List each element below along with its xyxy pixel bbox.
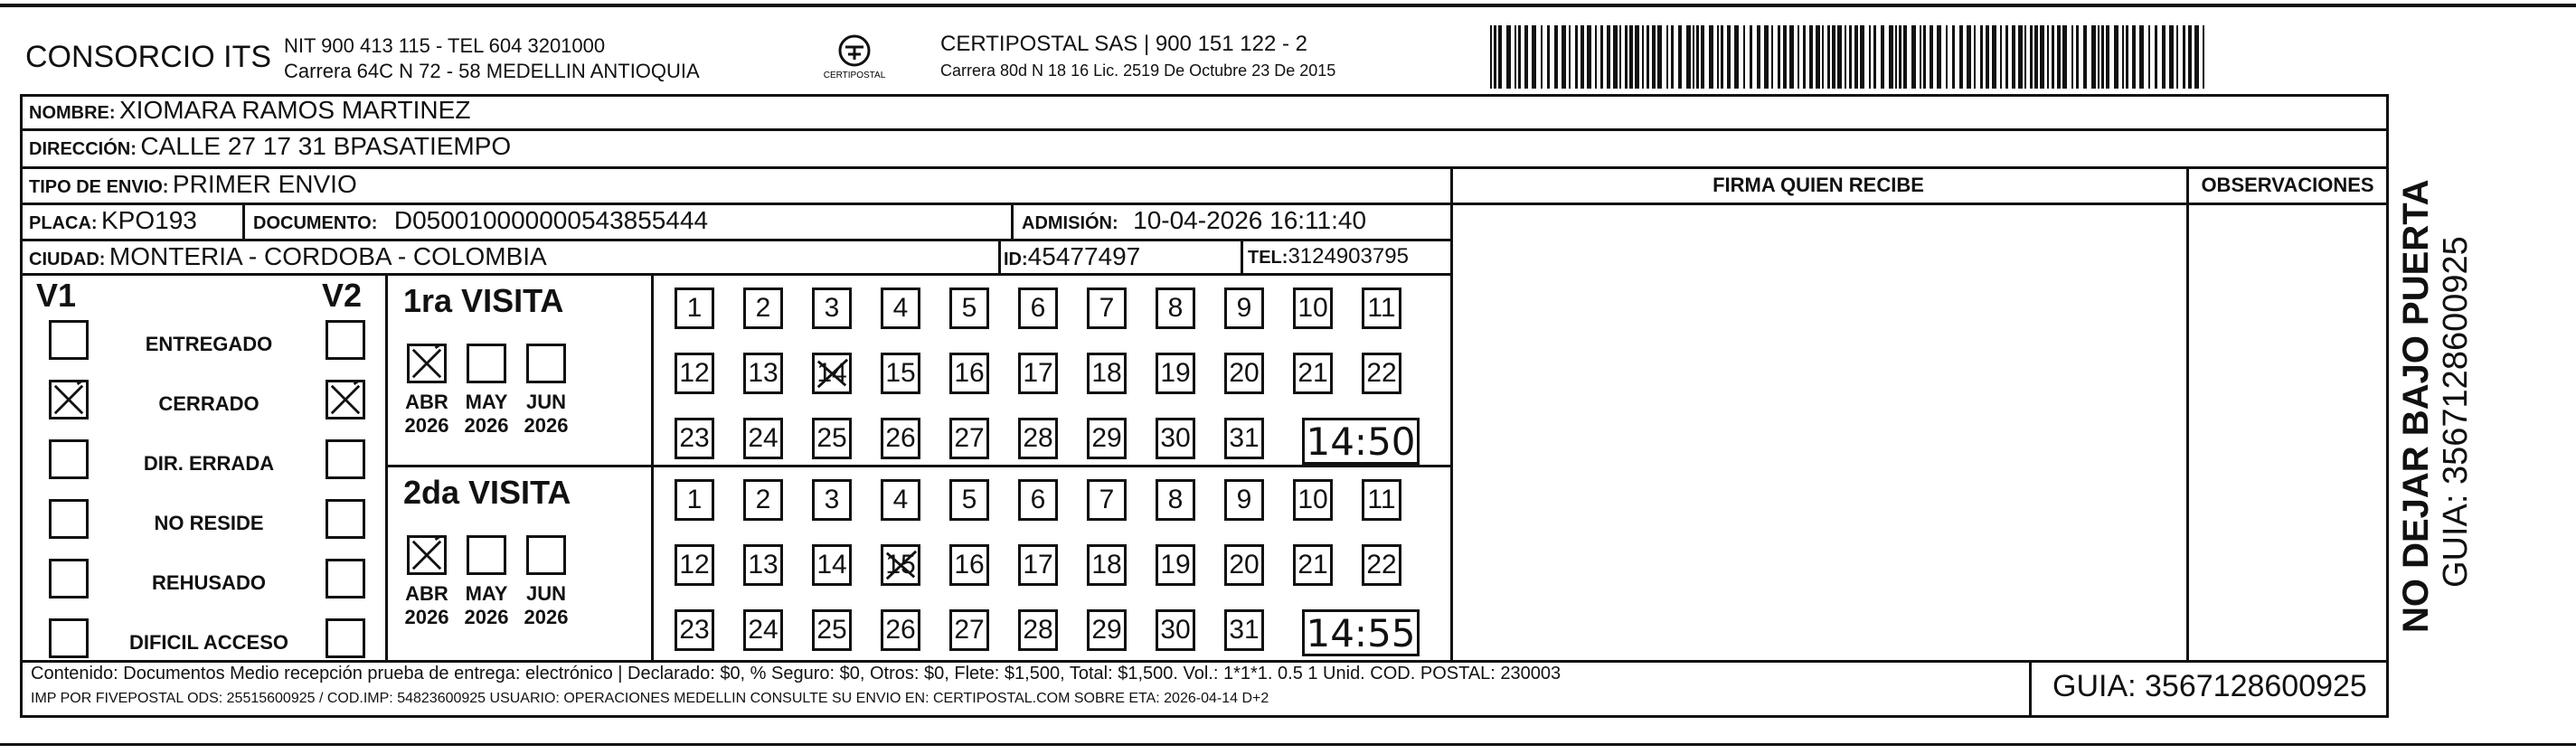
day-cell[interactable] [1293, 287, 1333, 329]
day-cell[interactable] [881, 418, 920, 459]
day-number: 23 [679, 615, 710, 645]
status-label: ENTREGADO [145, 333, 273, 355]
day-number: 25 [816, 423, 847, 453]
imp-text: IMP POR FIVEPOSTAL ODS: 25515600925 / COD.IMP: 54823600925 USUARIO: OPERACIONES MEDELLIN CONSULTE SU ENVIO EN: CERTIPOSTAL.COM SOBRE ETA: 2026-04-14 D+2 [31, 691, 1269, 706]
tel-label: TEL: [1248, 248, 1288, 268]
month-checkbox[interactable] [526, 535, 566, 575]
day-number: 6 [1030, 293, 1046, 323]
day-cell[interactable] [949, 479, 989, 521]
status-row [20, 559, 385, 604]
id-row [1004, 242, 1140, 271]
day-number: 16 [954, 358, 985, 388]
ciudad-value: MONTERIA - CORDOBA - COLOMBIA [109, 242, 547, 270]
day-number: 29 [1091, 423, 1122, 453]
day-cell[interactable] [881, 479, 920, 521]
day-cell[interactable] [675, 287, 714, 329]
day-number: 26 [885, 423, 916, 453]
day-number: 7 [1099, 293, 1115, 323]
contenido-text: Contenido: Documentos Medio recepción prueba de entrega: electrónico | Declarado: $0, % Seguro: $0, Otros: $0, Flete: $1,500, Total: $1,500. Vol.: 1*1*1. 0.5 1 Unid. COD. POSTAL: 230003 [31, 664, 1562, 683]
day-number: 10 [1297, 485, 1328, 514]
status-label: DIR. ERRADA [143, 452, 275, 475]
placa-row [29, 206, 197, 235]
certipostal-logo [814, 33, 895, 87]
month-label: JUN [525, 582, 566, 605]
day-cell[interactable] [1224, 479, 1264, 521]
day-cell[interactable] [1362, 353, 1401, 394]
day-cell[interactable] [1224, 609, 1264, 651]
day-cross-icon [883, 547, 918, 583]
month-label: MAY [465, 391, 508, 413]
v1-checkbox[interactable] [49, 559, 89, 598]
day-number: 29 [1091, 615, 1122, 645]
status-row [20, 499, 385, 544]
day-cell[interactable] [1224, 418, 1264, 459]
month-checkbox[interactable] [467, 535, 506, 575]
day-cell[interactable] [1293, 544, 1333, 586]
nombre-value: XIOMARA RAMOS MARTINEZ [119, 96, 471, 124]
day-cell[interactable] [881, 544, 920, 586]
day-number: 9 [1236, 293, 1252, 323]
month-checkbox[interactable] [526, 344, 566, 383]
col-divider [2186, 166, 2189, 660]
day-number: 24 [748, 615, 778, 645]
ciudad-row [29, 242, 547, 271]
documento-label: DOCUMENTO: [253, 213, 378, 233]
day-cell[interactable] [675, 609, 714, 651]
id-value: 45477497 [1027, 242, 1141, 270]
footer-guia: GUIA: 3567128600925 [2052, 669, 2367, 703]
carrier-license: Carrera 80d N 18 16 Lic. 2519 De Octubre 23 De 2015 [940, 61, 1336, 80]
day-cell[interactable] [1087, 353, 1127, 394]
day-cell[interactable] [1018, 287, 1058, 329]
day-number: 4 [892, 293, 909, 323]
day-number: 3 [824, 485, 840, 514]
visit-time: 14:55 [1302, 609, 1420, 656]
day-number: 24 [748, 423, 778, 453]
day-number: 31 [1229, 423, 1260, 453]
day-number: 11 [1367, 485, 1396, 514]
side-guia: GUIA: 3567128600925 [2437, 236, 2475, 588]
day-number: 15 [885, 358, 916, 388]
tipo-value: PRIMER ENVIO [172, 170, 357, 198]
status-area [20, 273, 385, 660]
firma-label: FIRMA QUIEN RECIBE [1713, 174, 1924, 196]
tel-value: 3124903795 [1288, 244, 1409, 269]
visit-title: 2da VISITA [403, 474, 571, 511]
ciudad-label: CIUDAD: [29, 250, 106, 269]
day-number: 19 [1160, 358, 1191, 388]
day-number: 22 [1366, 358, 1397, 388]
day-cell[interactable] [1156, 418, 1195, 459]
v2-checkbox[interactable] [326, 320, 365, 360]
col-divider [1011, 203, 1014, 239]
day-number: 4 [892, 485, 909, 514]
day-number: 28 [1023, 615, 1053, 645]
company-name: CONSORCIO ITS [25, 40, 272, 74]
day-cell[interactable] [812, 418, 852, 459]
day-cell[interactable] [1018, 544, 1058, 586]
v1-checkbox[interactable] [49, 618, 89, 658]
day-number: 3 [824, 293, 840, 323]
month-label: ABR [405, 582, 448, 605]
day-cell[interactable] [1224, 544, 1264, 586]
status-row [20, 380, 385, 425]
day-number: 21 [1297, 550, 1328, 580]
v1-checkbox[interactable] [49, 320, 89, 360]
placa-label: PLACA: [29, 213, 98, 233]
day-cell[interactable] [949, 609, 989, 651]
day-number: 18 [1091, 358, 1122, 388]
admision-label: ADMISIÓN: [1022, 213, 1118, 233]
v2-checkbox[interactable] [326, 499, 365, 539]
admision-value: 10-04-2026 16:11:40 [1133, 206, 1367, 234]
row-divider [20, 128, 2389, 131]
barcode-graphic [1490, 25, 2213, 89]
day-number: 22 [1366, 550, 1397, 580]
day-cell[interactable] [675, 418, 714, 459]
day-number: 1 [686, 485, 703, 514]
v2-checkbox[interactable] [326, 618, 365, 658]
direccion-label: DIRECCIÓN: [29, 139, 137, 159]
day-cell[interactable] [1087, 479, 1127, 521]
day-number: 17 [1023, 550, 1053, 580]
row-divider [20, 166, 2389, 169]
day-cell[interactable] [1018, 609, 1058, 651]
v2-label: V2 [322, 277, 363, 314]
day-number: 20 [1229, 358, 1260, 388]
day-cell[interactable] [1362, 287, 1401, 329]
day-cell[interactable] [675, 353, 714, 394]
day-number: 18 [1091, 550, 1122, 580]
day-cell[interactable] [675, 479, 714, 521]
col-divider [998, 239, 1001, 273]
day-number: 20 [1229, 550, 1260, 580]
day-cell[interactable] [881, 609, 920, 651]
placa-value: KPO193 [101, 206, 197, 234]
observaciones-label: OBSERVACIONES [2201, 174, 2374, 196]
day-number: 8 [1167, 485, 1184, 514]
documento-value: D050010000000543855444 [393, 206, 709, 234]
v1-checkbox[interactable] [49, 380, 89, 419]
day-cell[interactable] [949, 353, 989, 394]
year-label: 2026 [524, 606, 569, 628]
day-number: 13 [748, 358, 778, 388]
day-number: 10 [1297, 293, 1328, 323]
side-labels [2396, 127, 2476, 633]
v1-checkbox[interactable] [49, 439, 89, 479]
day-number: 14 [816, 550, 847, 580]
documento-row [253, 206, 708, 235]
day-number: 30 [1160, 423, 1191, 453]
v2-checkbox[interactable] [326, 439, 365, 479]
bottom-rule [0, 743, 2576, 746]
day-cell[interactable] [743, 544, 783, 586]
day-cell[interactable] [812, 544, 852, 586]
day-cell[interactable] [949, 544, 989, 586]
tel-row [1248, 244, 1409, 269]
day-number: 25 [816, 615, 847, 645]
day-number: 8 [1167, 293, 1184, 323]
status-label: CERRADO [158, 392, 259, 415]
day-number: 27 [954, 423, 985, 453]
v2-checkbox[interactable] [326, 559, 365, 598]
logo-icon [814, 33, 895, 87]
day-cell[interactable] [1362, 479, 1401, 521]
day-cell[interactable] [812, 287, 852, 329]
day-number: 5 [961, 293, 977, 323]
day-cell[interactable] [743, 479, 783, 521]
day-cell[interactable] [1156, 353, 1195, 394]
tipo-row [29, 170, 357, 199]
row-divider [1450, 203, 2389, 205]
day-cross-icon [815, 355, 849, 391]
row-divider [20, 239, 1452, 241]
status-row [20, 618, 385, 664]
day-number: 30 [1160, 615, 1191, 645]
status-row [20, 320, 385, 365]
day-number: 13 [748, 550, 778, 580]
day-cell[interactable] [812, 609, 852, 651]
day-cell[interactable] [675, 544, 714, 586]
year-label: 2026 [404, 414, 449, 437]
day-number: 2 [755, 485, 771, 514]
day-number: 31 [1229, 615, 1260, 645]
col-divider [2029, 660, 2032, 718]
day-cell[interactable] [1362, 544, 1401, 586]
day-number: 16 [954, 550, 985, 580]
day-cell[interactable] [949, 418, 989, 459]
direccion-row [29, 132, 511, 161]
company-nit: NIT 900 413 115 - TEL 604 3201000 [284, 34, 606, 57]
day-cell[interactable] [1087, 418, 1127, 459]
col-divider [242, 203, 245, 239]
day-cell[interactable] [1156, 479, 1195, 521]
day-cell[interactable] [1087, 287, 1127, 329]
day-number: 27 [954, 615, 985, 645]
day-cell[interactable] [1293, 353, 1333, 394]
day-cell[interactable] [1224, 353, 1264, 394]
v1-label: V1 [36, 277, 77, 314]
col-divider [1241, 239, 1243, 273]
nombre-row [29, 96, 470, 125]
day-cell[interactable] [1156, 609, 1195, 651]
day-cell[interactable] [743, 418, 783, 459]
day-cell[interactable] [1224, 287, 1264, 329]
tipo-label: TIPO DE ENVIO: [29, 177, 169, 197]
day-cell[interactable] [1087, 609, 1127, 651]
day-number: 12 [679, 358, 710, 388]
day-cell[interactable] [743, 353, 783, 394]
status-label: REHUSADO [152, 571, 266, 594]
day-cell[interactable] [812, 479, 852, 521]
day-number: 9 [1236, 485, 1252, 514]
top-rule [0, 4, 2576, 7]
status-row [20, 439, 385, 485]
month-label: JUN [525, 391, 566, 413]
day-number: 5 [961, 485, 977, 514]
day-cell[interactable] [812, 353, 852, 394]
day-number: 15 [885, 550, 916, 580]
year-label: 2026 [404, 606, 449, 628]
visits-area [385, 273, 1450, 660]
company-address: Carrera 64C N 72 - 58 MEDELLIN ANTIOQUIA [284, 60, 700, 82]
day-number: 26 [885, 615, 916, 645]
day-cell[interactable] [1018, 479, 1058, 521]
day-number: 17 [1023, 358, 1053, 388]
barcode [1490, 25, 2213, 89]
day-cell[interactable] [949, 287, 989, 329]
logo-text: CERTIPOSTAL [823, 71, 886, 80]
day-number: 19 [1160, 550, 1191, 580]
day-cell[interactable] [1087, 544, 1127, 586]
status-label: NO RESIDE [154, 512, 264, 534]
year-label: 2026 [524, 414, 569, 437]
day-cell[interactable] [881, 353, 920, 394]
visit-title: 1ra VISITA [403, 282, 564, 319]
day-number: 7 [1099, 485, 1115, 514]
month-checkbox[interactable] [407, 535, 447, 575]
day-cell[interactable] [1293, 479, 1333, 521]
day-number: 23 [679, 423, 710, 453]
day-cell[interactable] [1156, 544, 1195, 586]
day-number: 6 [1030, 485, 1046, 514]
day-cell[interactable] [1156, 287, 1195, 329]
carrier-name: CERTIPOSTAL SAS | 900 151 122 - 2 [940, 32, 1307, 56]
id-label: ID: [1004, 250, 1028, 269]
day-number: 28 [1023, 423, 1053, 453]
year-label: 2026 [464, 414, 509, 437]
day-number: 12 [679, 550, 710, 580]
day-cell[interactable] [743, 287, 783, 329]
day-cell[interactable] [1018, 418, 1058, 459]
nombre-label: NOMBRE: [29, 103, 116, 123]
year-label: 2026 [464, 606, 509, 628]
v1-checkbox[interactable] [49, 499, 89, 539]
direccion-value: CALLE 27 17 31 BPASATIEMPO [140, 132, 512, 160]
visit-time: 14:50 [1302, 418, 1420, 465]
day-cell[interactable] [743, 609, 783, 651]
day-number: 21 [1297, 358, 1328, 388]
side-warning: NO DEJAR BAJO PUERTA [2396, 179, 2436, 633]
day-cell[interactable] [1018, 353, 1058, 394]
day-cell[interactable] [881, 287, 920, 329]
month-label: MAY [465, 582, 508, 605]
month-checkbox[interactable] [467, 344, 506, 383]
day-number: 11 [1367, 293, 1396, 323]
v2-checkbox[interactable] [326, 380, 365, 419]
day-number: 1 [686, 293, 703, 323]
status-label: DIFICIL ACCESO [128, 631, 288, 654]
day-number: 14 [816, 358, 847, 388]
admision-row [1022, 206, 1366, 235]
month-label: ABR [405, 391, 448, 413]
col-divider [1450, 166, 1453, 660]
month-checkbox[interactable] [407, 344, 447, 383]
day-number: 2 [755, 293, 771, 323]
